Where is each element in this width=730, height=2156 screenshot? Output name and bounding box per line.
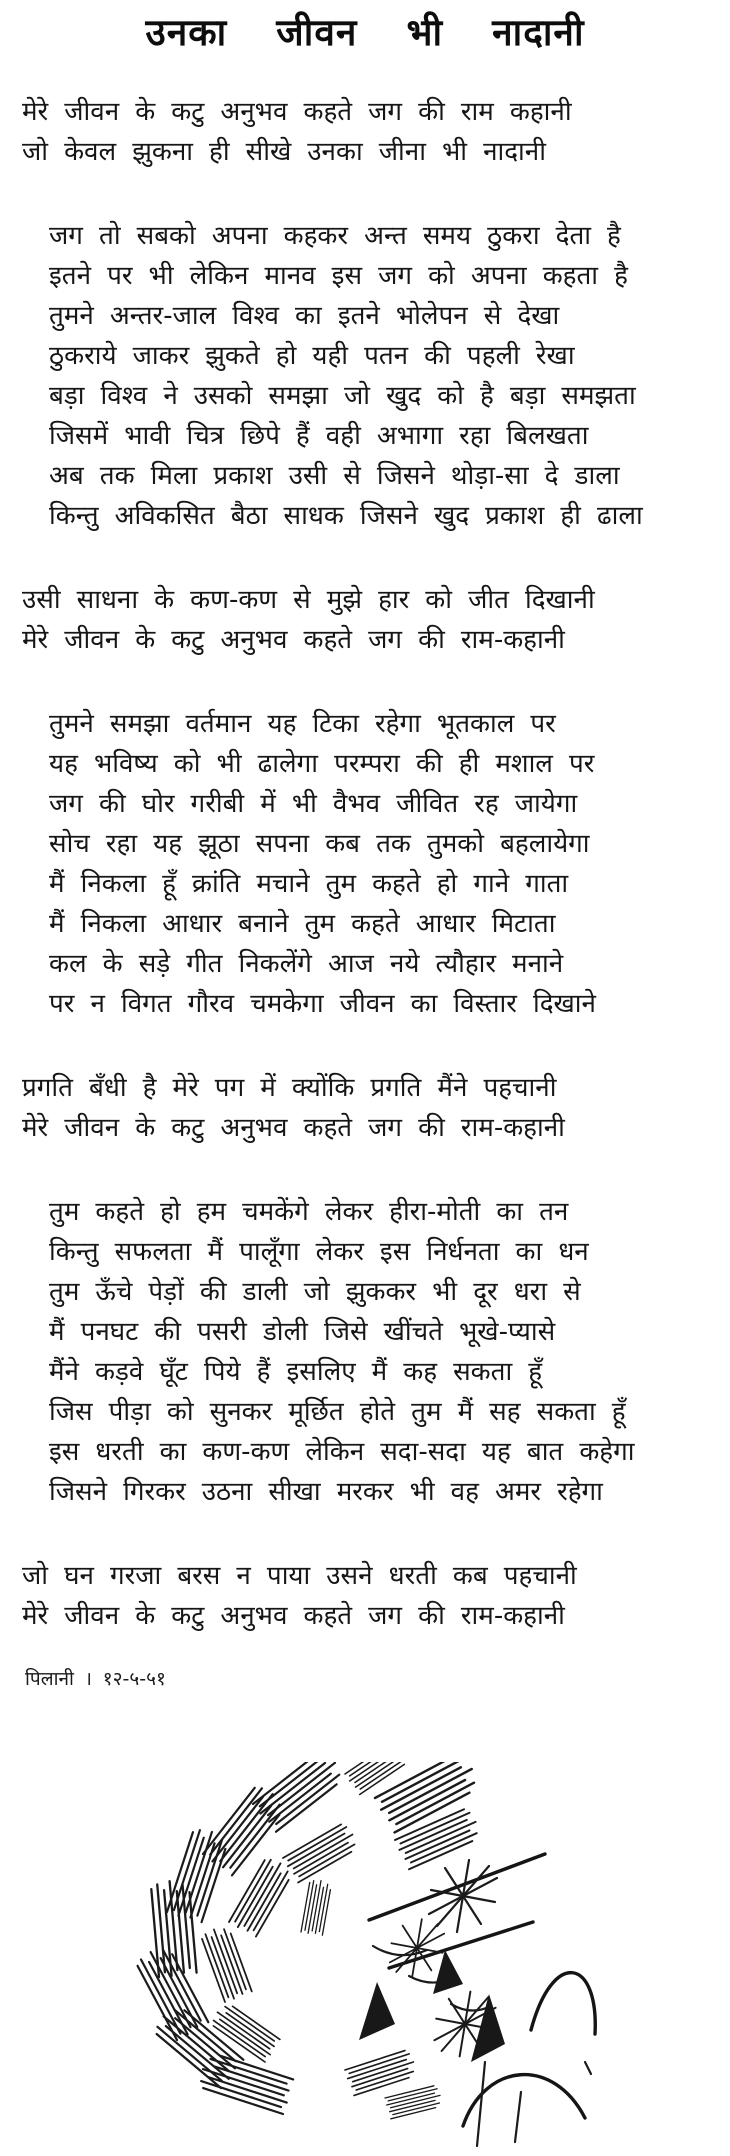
poem-line: किन्तु सफलता मैं पालूँगा लेकर इस निर्धनता का धन xyxy=(49,1237,589,1267)
poem-line: जग की घोर गरीबी में भी वैभव जीवित रह जायेगा xyxy=(49,789,578,819)
poem-line: इस धरती का कण-कण लेकिन सदा-सदा यह बात कहेगा xyxy=(49,1437,635,1467)
poem-line: मैं निकला आधार बनाने तुम कहते आधार मिटाता xyxy=(49,909,556,939)
poem-refrain-3 xyxy=(22,1556,720,1636)
poem-refrain-1 xyxy=(22,580,720,660)
poem-line: अब तक मिला प्रकाश उसी से जिसने थोड़ा-सा दे डाला xyxy=(49,461,620,491)
poem-line: जिस पीड़ा को सुनकर मूर्छित होते तुम मैं सह सकता हूँ xyxy=(49,1397,626,1427)
poem-line: उसी साधना के कण-कण से मुझे हार को जीत दिखानी xyxy=(22,585,595,615)
poem-title: उनका जीवन भी नादानी xyxy=(145,11,585,54)
poem-line: मेरे जीवन के कटु अनुभव कहते जग की राम-कहानी xyxy=(22,1601,565,1631)
poem-line: जो केवल झुकना ही सीखे उनका जीना भी नादानी xyxy=(22,137,546,167)
poem-line: मेरे जीवन के कटु अनुभव कहते जग की राम कहानी xyxy=(22,97,572,127)
poem-line: मेरे जीवन के कटु अनुभव कहते जग की राम-कहानी xyxy=(22,625,565,655)
poem-line: मैं पनघट की पसरी डोली जिसे खींचते भूखे-प्यासे xyxy=(49,1317,556,1347)
poem-line: बड़ा विश्व ने उसको समझा जो खुद को है बड़ा समझता xyxy=(49,381,636,411)
poem-line: मैंने कड़वे घूँट पिये हैं इसलिए मैं कह सकता हूँ xyxy=(49,1357,543,1387)
poem-line: तुम ऊँचे पेड़ों की डाली जो झुककर भी दूर धरा से xyxy=(49,1277,581,1307)
poem-line: इतने पर भी लेकिन मानव इस जग को अपना कहता है xyxy=(49,261,628,291)
poem-line: तुम कहते हो हम चमकेंगे लेकर हीरा-मोती का तन xyxy=(49,1197,569,1227)
poem-line: सोच रहा यह झूठा सपना कब तक तुमको बहलायेगा xyxy=(49,829,590,859)
poem-line: यह भविष्य को भी ढालेगा परम्परा की ही मशाल पर xyxy=(49,749,595,779)
poem-line: कल के सड़े गीत निकलेंगे आज नये त्यौहार मनाने xyxy=(49,949,564,979)
poem-line: तुमने समझा वर्तमान यह टिका रहेगा भूतकाल पर xyxy=(49,709,556,739)
poem-line: मेरे जीवन के कटु अनुभव कहते जग की राम-कहानी xyxy=(22,1113,565,1143)
poem-line: पर न विगत गौरव चमकेगा जीवन का विस्तार दिखाने xyxy=(49,989,596,1019)
ink-sketch-illustration xyxy=(133,1762,605,2150)
poem-refrain-2 xyxy=(22,1068,720,1148)
poem-line: ठुकराये जाकर झुकते हो यही पतन की पहली रेखा xyxy=(49,341,575,371)
place-date-signature: पिलानी । १२-५-५१ xyxy=(25,1668,166,1690)
poem-stanza-1 xyxy=(22,216,720,536)
poem-line: मैं निकला हूँ क्रांति मचाने तुम कहते हो गाने गाता xyxy=(49,869,569,899)
poem-line: प्रगति बँधी है मेरे पग में क्योंकि प्रगति मैंने पहचानी xyxy=(22,1073,557,1103)
poem-line: किन्तु अविकसित बैठा साधक जिसने खुद प्रकाश ही ढाला xyxy=(49,501,643,531)
poem-line: जग तो सबको अपना कहकर अन्त समय ठुकरा देता है xyxy=(49,221,621,251)
poem-line: जो घन गरजा बरस न पाया उसने धरती कब पहचानी xyxy=(22,1561,577,1591)
poem-couplet-1 xyxy=(22,92,720,172)
ink-sketch-svg xyxy=(133,1762,605,2150)
poem-line: जिसने गिरकर उठना सीखा मरकर भी वह अमर रहेगा xyxy=(49,1477,603,1507)
poem-stanza-2 xyxy=(22,704,720,1024)
poem-line: जिसमें भावी चित्र छिपे हैं वही अभागा रहा बिलखता xyxy=(49,421,589,451)
poem-body xyxy=(22,92,720,1636)
poem-stanza-3 xyxy=(22,1192,720,1512)
poem-line: तुमने अन्तर-जाल विश्व का इतने भोलेपन से देखा xyxy=(49,301,560,331)
